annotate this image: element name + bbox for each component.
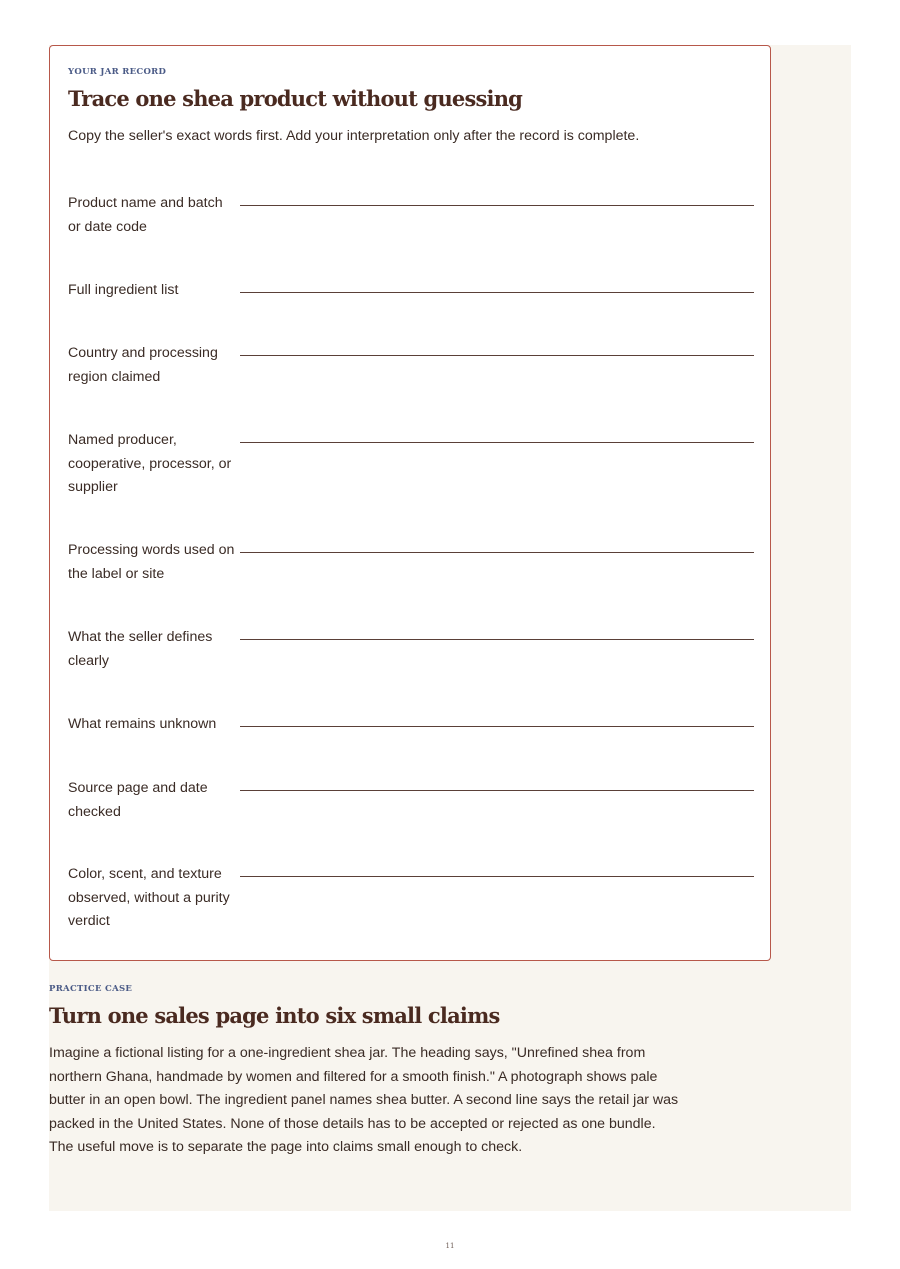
field-label: What remains unknown — [68, 716, 217, 732]
write-in-line[interactable] — [240, 639, 754, 640]
page-number: 11 — [445, 1242, 455, 1250]
field-label: Processing words used on the label or site — [68, 542, 235, 582]
write-in-line[interactable] — [240, 726, 754, 727]
practice-case-eyebrow: PRACTICE CASE — [49, 984, 133, 994]
write-in-line[interactable] — [240, 790, 754, 791]
jar-record-title: Trace one shea product without guessing — [68, 86, 523, 111]
write-in-line[interactable] — [240, 292, 754, 293]
write-in-line[interactable] — [240, 205, 754, 206]
field-label: Full ingredient list — [68, 282, 179, 298]
write-in-line[interactable] — [240, 552, 754, 553]
write-in-line[interactable] — [240, 355, 754, 356]
jar-record-eyebrow: YOUR JAR RECORD — [68, 67, 167, 77]
jar-record-intro: Copy the seller's exact words first. Add your interpretation only after the record is complete. — [68, 128, 640, 144]
write-in-line[interactable] — [240, 876, 754, 877]
field-label: What the seller defines clearly — [68, 629, 213, 669]
field-label: Color, scent, and texture observed, without a purity verdict — [68, 866, 230, 929]
field-label: Named producer, cooperative, processor, or supplier — [68, 432, 232, 495]
field-label: Product name and batch or date code — [68, 195, 223, 235]
write-in-line[interactable] — [240, 442, 754, 443]
practice-case-title: Turn one sales page into six small claims — [49, 1003, 500, 1028]
field-label: Country and processing region claimed — [68, 345, 218, 385]
practice-case-body: Imagine a fictional listing for a one-ingredient shea jar. The heading says, "Unrefined shea from northern Ghana, handmade by women and filtered for a smooth finish." A photograph shows pale butter in an open bowl. The ingredient panel names shea butter. A second line says the retail jar was packed in the United States. None of those details has to be accepted or rejected as one bundle. The useful move is to separate the page into claims small enough to check. — [49, 1045, 679, 1155]
field-label: Source page and date checked — [68, 780, 208, 820]
jar-record-card — [49, 45, 771, 961]
